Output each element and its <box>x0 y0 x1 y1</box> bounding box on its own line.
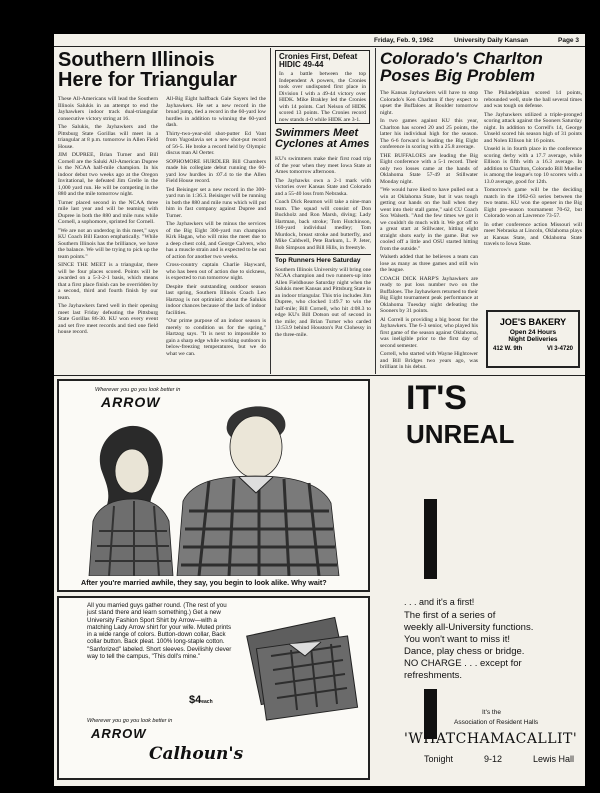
unreal-title-line2: UNREAL <box>406 419 515 449</box>
cronies-headline: Cronies First, Defeat HIDIC 49-44 <box>279 52 358 70</box>
bakery-phone: VI 3-4720 <box>546 346 573 352</box>
bakery-deliveries: Night Deliveries <box>508 336 558 343</box>
paragraph: "We would have liked to have pulled out a win at Oklahoma State, but it was tough getting our hands on the ball when they went into their stall game," said CU Coach Sox Walseth. "And the few times we got it we couldn't do much with it. We got off to a great start at Stillwater, hitting eight straight shots early in the game. But we cooled off a little and OSU started hitting from the outside." <box>380 187 478 252</box>
woman-shirt <box>89 499 173 576</box>
paragraph: "We are not an underdog in this meet," says KU Coach Bill Easton emphatically. "While Southern Illinois has the brilliance, we have the balance. We will be trying to pick up the team points." <box>58 227 158 260</box>
bakery-contact <box>488 346 578 352</box>
story-colorado-column-2 <box>484 90 582 300</box>
shirt-ad-arrow-logo: ARROW <box>91 726 147 741</box>
calhouns-logo: Calhoun's <box>149 744 244 764</box>
shirt-price <box>189 694 213 706</box>
top-runners-subhead: Top Runners Here Saturday <box>275 257 361 264</box>
price-suffix: each <box>201 699 213 705</box>
paragraph: KU's swimmers make their first road trip of the year when they meet Iowa State at Ames tomorrow afternoon. <box>275 156 371 175</box>
story-si-column-1 <box>58 96 158 373</box>
paragraph: SOPHOMORE HURDLER Bill Chambers made his collegiate debut running the 60-yard low hurdles in :07.4 to tie the Allen Field House record. <box>166 158 266 184</box>
unreal-body-line: You won't want to miss it! <box>404 634 511 645</box>
paragraph: All-Big Eight halfback Gale Sayers led the Jayhawkers. He set a new record in the broad jump, tied a record in the 60-yard low hurdles in addition to winning the 60-yard dash. <box>166 96 266 128</box>
header-page-number: Page 3 <box>558 37 579 44</box>
paragraph: Walseth added that he believes a team can lose as many as three games and still win the league. <box>380 254 478 273</box>
event-when: Tonight <box>424 754 454 764</box>
story-swimmers-headline <box>275 128 371 150</box>
bakery-hours: Open 24 Hours <box>509 329 557 336</box>
headline-line1: Southern Illinois <box>58 49 215 71</box>
paragraph: The Jayhawkers will be minus the services of the Big Eight 300-yard run champion Kirk Hagan, who will miss the meet due to a deep chest cold, and George Calvers, who has a muscle strain and is expected to be out of action for another two weeks. <box>166 221 266 260</box>
bakery-name: JOE'S BAKERY <box>499 317 567 327</box>
unreal-body-line: weekly all-University functions. <box>404 622 534 633</box>
unreal-sponsor-line1: It's the <box>482 709 501 716</box>
shirt-ad-tagline: Wherever you go you look better in <box>87 718 173 724</box>
arrow-tagline: Wherever you go you look better in <box>95 387 181 393</box>
paragraph: The Jayhawks own a 2-1 mark with victories over Kansas State and Colorado and a 55-40 loss from Nebraska. <box>275 177 371 197</box>
unreal-body-line: The first of a series of <box>404 610 496 621</box>
price-value: $4 <box>189 694 202 706</box>
man-face <box>230 416 282 478</box>
header-paper-name: University Daily Kansan <box>454 37 529 44</box>
event-time: 9-12 <box>484 754 503 764</box>
unreal-lead: . . . and it's a first! <box>404 597 475 607</box>
paragraph: Turner placed second in the NCAA three mile last year and will be teaming with Dupree in both the 880 and mile runs while Cornell, a sophomore, sprinted for Cornell. <box>58 199 158 225</box>
column-divider <box>270 48 271 374</box>
header-date: Friday, Feb. 9, 1962 <box>374 37 434 44</box>
paragraph: These All-Americans will lead the Southern Illinois Salukis in an attempt to end the Jayhawkers indoor track dual-triangular consecutive victory string at 16. <box>58 96 158 122</box>
story-colorado-column-1 <box>380 90 478 374</box>
unreal-body-line: Dance, play chess or bridge. <box>404 646 525 657</box>
story-southern-illinois-headline <box>58 50 264 91</box>
unreal-body <box>404 610 582 682</box>
header-rule <box>54 46 585 47</box>
paragraph: The Salukis, the Jayhawkers and the Pittsburg State Gorillas will meet in a triangular at 8 p.m. tomorrow in Allen Field House. <box>58 124 158 150</box>
paragraph: The Philadelphian scored 14 points, rebounded well, stole the ball several times and was tough on defense. <box>484 90 582 109</box>
story-si-column-2 <box>166 96 266 373</box>
bakery-address: 412 W. 9th <box>493 346 523 352</box>
paragraph: Al Correll is providing a big boost for the Jayhawkers. The 6-3 senior, who played his first game of the season against Oklahoma, was ineligible prior to the first day of second semester. <box>380 316 478 349</box>
folded-shirts-illustration <box>241 606 365 728</box>
woman-face <box>115 449 149 493</box>
unreal-event-details <box>424 754 574 764</box>
colorado-headline-line1: Colorado's Charlton <box>380 49 543 68</box>
unreal-body-line: NO CHARGE . . . except for <box>404 658 522 669</box>
newspaper-page <box>54 34 585 786</box>
colorado-headline-line2: Poses Big Problem <box>380 66 535 86</box>
paragraph: Unseld is in fourth place in the conference scoring derby with a 17.7 average, while Ellison is fifth with a 16.3 average. In addition to Charlton, Colorado Bill Mueller is among the league's top 10 scorers with a 13.0 average, good for 12th. <box>484 146 582 185</box>
paragraph: Despite their outstanding outdoor season last spring, Southern Illinois Coach Leo Hartzog is not optimistic about the Salukis indoor chances because of the lack of indoor facilities. <box>166 283 266 316</box>
paragraph: The Jayhawkers fared well in their opening meet last Friday defeating the Pittsburg State Gorillas 86-30. KU won every event and set five meet records and tied one field house record. <box>58 303 158 335</box>
its-unreal-ad <box>374 379 582 779</box>
arrow-couple-ad <box>57 379 370 592</box>
joes-bakery-ad <box>486 310 580 368</box>
headline-line2: Here for Triangular <box>58 69 237 92</box>
unreal-title-line1: IT'S <box>406 379 467 417</box>
section-rule <box>54 375 585 376</box>
event-where: Lewis Hall <box>532 754 574 764</box>
paragraph: THE BUFFALOES are leading the Big Eight conference with a 5-1 record. Their only two losses came at the hands of Oklahoma State 57-49 at Stillwater Monday night. <box>380 152 478 185</box>
cronies-body: In a battle between the top Independent A powers, the Cronies took over undisputed first place in Division I with a 49-44 victory over HIDK. Mike Brakley led the Cronies with 14 points. Carl Nelson of HIDK scored 13 points. The Cronies record now stands 4-0 while HIDK are 3-1. <box>279 71 366 123</box>
paragraph: Ted Beisinger set a new record in the 300-yard run in 1:36.3. Beisinger will be running in both the 880 and mile runs which will put him in fast company against Dupree and Turner. <box>166 186 266 219</box>
calhouns-shirt-ad <box>57 596 370 780</box>
unreal-sponsor-line2: Association of Resident Halls <box>454 719 539 726</box>
paragraph: The Kansas Jayhawkers will have to stop Colorado's Ken Charlton if they expect to upset the Buffaloes at Boulder tomorrow night. <box>380 90 478 116</box>
paragraph: Thirty-two-year-old shot-putter Ed Vant from Yugoslavia set a new shot-put record of 56-5. He broke a record held by Olympic discus man Al Oerter. <box>166 130 266 156</box>
story-cronies-box <box>275 50 370 124</box>
arrow-logo: ARROW <box>101 394 161 410</box>
paragraph: In two games against KU this year, Charlton has scored 20 and 25 points, the latter his individual high for the season. The 6-6 forward is leading the Big Eight conference in scoring with a 25.8 average. <box>380 118 478 150</box>
paragraph: "Our prime purpose of an indoor season is merely to condition us for the spring," Hartzog says. "It is next to impossible to gain a sharp edge while working outdoors in below-freezing temperatures, but we do what we can. <box>166 318 266 357</box>
paragraph: Southern Illinois University will bring one NCAA champion and two runners-up into Allen Fieldhouse Saturday night when the Salukis meet Kansas and Pittsburg State in an indoor triangular. This trio includes Jim Dupree, who clocked 1:49.7 to win the half-mile; Bill Cornell, who hit 4:08.3 to edge KU's Bill Dotson out of second in the mile; and Brian Turner who carded 13:53.9 behind Houston's Pat Clohessy in the three-mile. <box>275 266 371 338</box>
swimmers-headline-line2: Cyclones at Ames <box>275 138 370 151</box>
story-swimmers-body <box>275 156 371 374</box>
unreal-body-line: refreshments. <box>404 670 463 681</box>
paragraph: In other conference action Missouri will meet Nebraska at Lincoln, Oklahoma plays at Kansas State, and Oklahoma State travels to Iowa State. <box>484 221 582 247</box>
column-divider <box>375 48 376 374</box>
decorative-bar <box>424 499 437 579</box>
paragraph: JIM DUPREE, Brian Turner and Bill Cornell are the Saluki All-American Dupree is the NCAA half-mile champion. In his indoor debut two weeks ago at the Oregon Invitational, he defeated Jim Grelle in the 1,000 yard run. He will be competing in the 880 and the mile tomorrow night. <box>58 152 158 197</box>
swimmers-headline-line1: Swimmers Meet <box>275 127 359 139</box>
paragraph: Tomorrow's game will be the deciding match in the 1962-63 series between the two teams. KU won the opener in the Big Eight pre-season tournament 70-62, but Colorado won at Lawrence 73-57. <box>484 187 582 219</box>
paragraph: Cross-country captain Charlie Hayward, who has been out of action due to sickness, is expected to run tomorrow night. <box>166 262 266 281</box>
unreal-event-name: 'WHATCHAMACALLIT' <box>404 731 578 747</box>
couple-illustration <box>59 381 368 576</box>
paragraph: The Jayhawkers utilized a triple-pronged scoring attack against the Sooners Saturday night. In addition to Correll's 14, George Unseld scored his season high of 31 points and Nolen Ellison hit 16 points. <box>484 111 582 144</box>
story-colorado-headline <box>380 50 584 85</box>
paragraph: COACH DICK HARP'S Jayhawkers are ready to put loss number two on the Buffaloes. The Jayhawkers returned to their Big Eight tournament peak performance at Oklahoma Tuesday night defeating the Sooners by 31 points. <box>380 275 478 314</box>
arrow-ad-caption: After you're married awhile, they say, you begin to look alike. Why wait? <box>81 578 327 587</box>
paragraph: SINCE THE MEET is a triangular, there will be four places scored. Points will be awarded on a 5-3-2-1 basis, which means that a first place finish can be overridden by a second, third and fourth finish by our team. <box>58 262 158 301</box>
paragraph: Correll, who started with Wayne Hightower and Bill Bridges two years ago, was brilliant in his debut. <box>380 351 478 370</box>
shirt-ad-body: All you married guys gather round. (The rest of you just stand there and learn something.) Get a new University Fashion Sport Shirt by Arrow—with a matching Lady Arrow shirt for your wife. Muted prints in a wide range of colors. Button-down collar, Back collar button. Back pleat. 100% long-staple cotton. "Sanforized" labeled. Short sleeves. Devilishly clever way to tell the campus, "This doll's mine." <box>87 602 232 661</box>
paragraph: Coach Dick Reamon will take a nine-man team. The squad will consist of Don Buckholz and Ron Marsh, diving; Lady Hartman, back stroke; Tom Hutchinson, 160-yard individual medley; Tom Murdock, breast stroke and butterfly, and Mike Caldwell, Pete Barkum, L. P. Jeter, Bob Simpson and Bill Hills, in freestyle. <box>275 199 371 251</box>
subhead-rule <box>275 254 371 255</box>
